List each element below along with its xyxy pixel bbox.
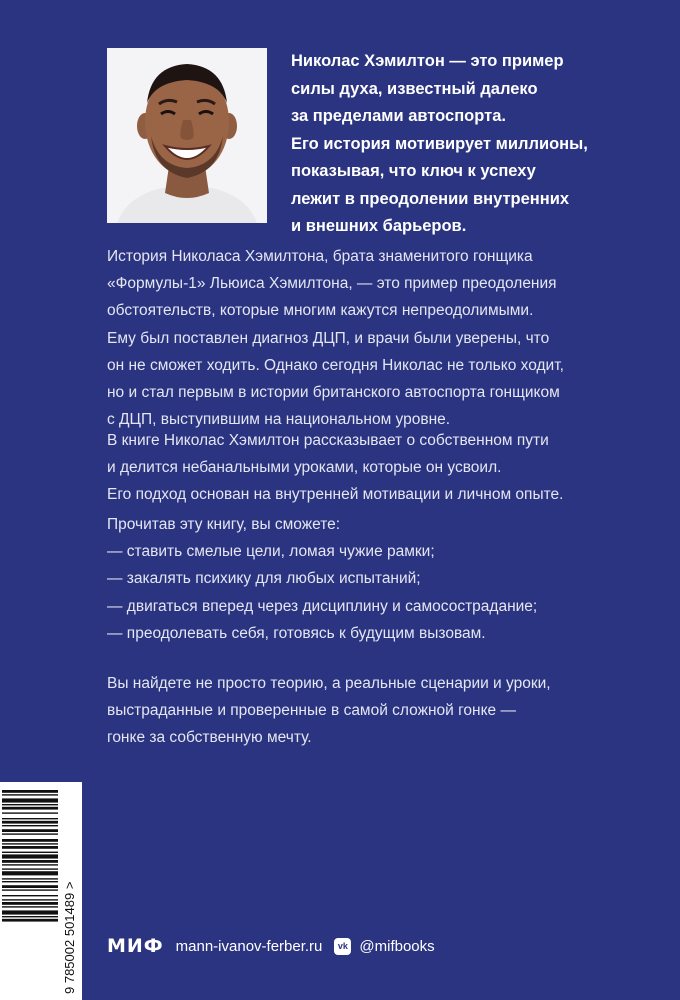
lead-line: лежит в преодолении внутренних <box>291 189 570 208</box>
barcode-bar <box>2 860 58 863</box>
paragraph-story <box>107 243 667 433</box>
text-line: он не сможет ходить. Однако сегодня Николас не только ходит, <box>107 356 564 374</box>
paragraph-benefits-list <box>107 511 667 647</box>
publisher-logo: МИФ <box>107 935 164 957</box>
barcode-bar <box>2 916 58 917</box>
paragraph-book <box>107 427 667 509</box>
text-line: Его подход основан на внутренней мотивации и личном опыте. <box>107 486 564 504</box>
barcode-bar <box>2 846 58 849</box>
author-photo <box>107 48 267 223</box>
barcode-bar <box>2 910 58 914</box>
text-line: Вы найдете не просто теорию, а реальные сценарии и уроки, <box>107 675 551 692</box>
lead-paragraph <box>291 48 661 241</box>
social-handle[interactable]: @mifbooks <box>359 937 435 955</box>
publisher-footer <box>107 932 435 960</box>
text-line: с ДЦП, выступившим на национальном уровне. <box>107 411 451 429</box>
text-line: выстраданные и проверенные в самой сложной гонке — <box>107 702 516 720</box>
barcode-bar <box>2 868 58 869</box>
lead-line: и внешних барьеров. <box>291 217 467 235</box>
barcode-bar <box>2 881 58 882</box>
text-line: Ему был поставлен диагноз ДЦП, и врачи были уверены, что <box>107 329 550 347</box>
barcode-bar <box>2 798 58 802</box>
barcode-bar <box>2 864 58 865</box>
vk-icon[interactable]: vk <box>334 938 351 955</box>
barcode-bar <box>2 833 58 834</box>
barcode-bar <box>2 839 58 842</box>
barcode-bar <box>2 825 58 826</box>
barcode-bar <box>2 871 58 875</box>
barcode-bar <box>2 790 58 793</box>
barcode-bar <box>2 804 58 805</box>
barcode-bar <box>2 919 58 922</box>
barcode-bar <box>2 807 58 810</box>
paragraph-closing <box>107 670 667 752</box>
barcode-bar <box>2 906 58 907</box>
barcode-bar <box>2 902 58 905</box>
barcode-bar <box>2 818 58 819</box>
barcode-bar <box>2 899 58 900</box>
list-item: — ставить смелые цели, ломая чужие рамки; <box>107 543 435 561</box>
barcode-bar <box>2 829 58 832</box>
website-link[interactable]: mann-ivanov-ferber.ru <box>175 937 323 955</box>
barcode-bar <box>2 812 58 813</box>
text-line: и делится небанальными уроками, которые он усвоил. <box>107 459 502 477</box>
lead-line: за пределами автоспорта. <box>291 107 506 125</box>
isbn-number: 9 785002 501489 > <box>62 881 77 994</box>
list-item: — преодолевать себя, готовясь к будущим вызовам. <box>107 624 486 642</box>
text-line: обстоятельств, которые многим кажутся непреодолимыми. <box>107 302 534 320</box>
barcode-bar <box>2 794 58 795</box>
barcode-bar <box>2 852 58 853</box>
lead-line: Его история мотивирует миллионы, <box>291 134 588 153</box>
barcode-bar <box>2 889 58 890</box>
barcode-bar <box>2 854 58 858</box>
barcode-bar <box>2 878 58 879</box>
lead-line: Николас Хэмилтон — это пример <box>291 52 564 70</box>
isbn-barcode <box>0 782 82 1000</box>
list-intro: Прочитав эту книгу, вы сможете: <box>107 516 341 533</box>
barcode-bar <box>2 821 58 824</box>
barcode-bar <box>2 895 58 896</box>
lead-line: силы духа, известный далеко <box>291 79 538 98</box>
text-line: но и стал первым в истории британского автоспорта гонщиком <box>107 384 560 402</box>
barcode-bar <box>2 843 58 844</box>
text-line: гонке за собственную мечту. <box>107 729 312 747</box>
barcode-bar <box>2 885 58 888</box>
lead-line: показывая, что ключ к успеху <box>291 162 536 180</box>
text-line: История Николаса Хэмилтона, брата знаменитого гонщика <box>107 248 533 265</box>
text-line: В книге Николас Хэмилтон рассказывает о собственном пути <box>107 432 549 449</box>
text-line: «Формулы-1» Льюиса Хэмилтона, — это пример преодоления <box>107 275 557 293</box>
list-item: — закалять психику для любых испытаний; <box>107 570 421 588</box>
list-item: — двигаться вперед через дисциплину и самосострадание; <box>107 597 538 615</box>
